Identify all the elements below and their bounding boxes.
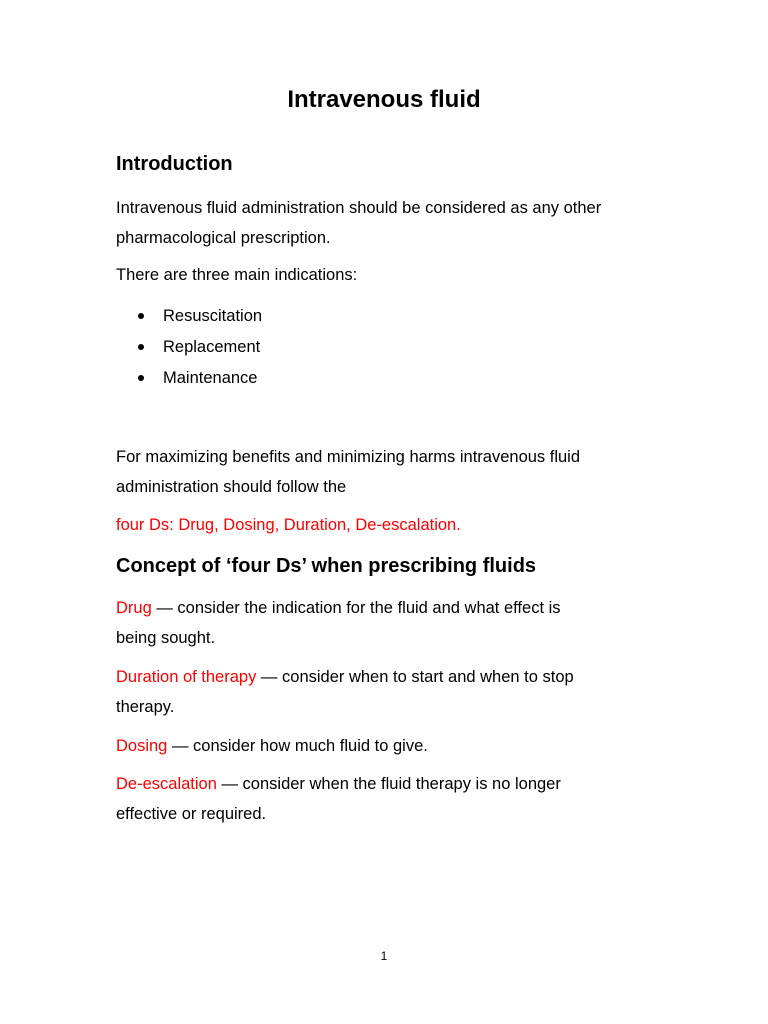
- bullet-icon: [138, 375, 144, 381]
- document-title: Intravenous fluid: [287, 86, 481, 113]
- benefits-paragraph-line: For maximizing benefits and minimizing harms intravenous fluid: [116, 448, 581, 466]
- intro-paragraph-line: pharmacological prescription.: [116, 228, 331, 247]
- drug-term: Drug: [116, 599, 152, 617]
- duration-paragraph-line: [116, 663, 574, 693]
- dosing-paragraph: [116, 732, 428, 762]
- dosing-term: Dosing: [116, 737, 168, 755]
- list-item: [138, 304, 262, 335]
- list-item-label: Resuscitation: [163, 307, 263, 325]
- duration-term: Duration of therapy: [116, 668, 257, 686]
- duration-description: — consider when to start and when to stop: [256, 668, 574, 686]
- list-item: [138, 335, 262, 366]
- list-item-label: Replacement: [163, 338, 261, 356]
- list-item-label: Maintenance: [163, 369, 258, 387]
- deescalation-description: — consider when the fluid therapy is no longer: [216, 775, 561, 793]
- deescalation-term: De-escalation: [116, 775, 217, 793]
- benefits-paragraph: [116, 443, 580, 502]
- drug-description: — consider the indication for the fluid and what effect is: [151, 599, 561, 617]
- page-number: 1: [380, 949, 388, 963]
- deescalation-paragraph-line: [116, 770, 561, 800]
- bullet-icon: [138, 313, 144, 319]
- indications-lead: There are three main indications:: [116, 266, 358, 284]
- dosing-paragraph-line: [116, 732, 428, 762]
- dosing-description: — consider how much fluid to give.: [167, 737, 428, 755]
- benefits-paragraph-line: administration should follow the: [116, 477, 347, 496]
- indications-list: [138, 304, 262, 397]
- bullet-icon: [138, 344, 144, 350]
- drug-paragraph-line: [116, 594, 561, 624]
- intro-paragraph: [116, 194, 601, 253]
- drug-paragraph: [116, 594, 561, 653]
- deescalation-paragraph-line: effective or required.: [116, 804, 267, 823]
- intro-paragraph-line: Intravenous fluid administration should be considered as any other: [116, 199, 602, 217]
- concept-heading: Concept of ‘four Ds’ when prescribing fluids: [116, 555, 537, 577]
- introduction-heading: Introduction: [116, 153, 233, 175]
- deescalation-paragraph: [116, 770, 561, 829]
- duration-paragraph: [116, 663, 574, 722]
- four-ds-statement: four Ds: Drug, Dosing, Duration, De-escalation.: [116, 516, 461, 534]
- duration-paragraph-line: therapy.: [116, 697, 175, 716]
- list-item: [138, 366, 262, 397]
- drug-paragraph-line: being sought.: [116, 628, 216, 647]
